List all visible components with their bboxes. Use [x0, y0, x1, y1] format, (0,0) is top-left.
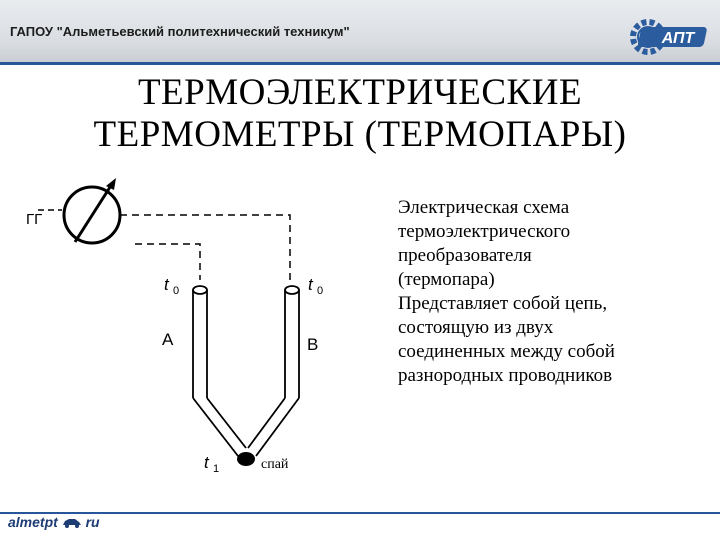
- junction-label: спай: [261, 457, 289, 472]
- t1-label: t: [204, 453, 209, 472]
- description-line: преобразователя: [398, 245, 532, 266]
- conductor-a: [193, 286, 246, 456]
- description-text: [398, 196, 716, 388]
- footer-site-link[interactable]: [8, 514, 100, 530]
- site-name: almetpt: [8, 514, 58, 530]
- t0-right-subscript: 0: [317, 285, 324, 297]
- conductor-b-label: B: [307, 335, 319, 354]
- header-divider: [0, 62, 720, 65]
- description-line: Электрическая схема: [398, 197, 570, 218]
- junction-point: [237, 452, 255, 466]
- description-line: (термопара): [398, 269, 495, 290]
- site-domain: ru: [85, 514, 100, 530]
- description-line: термоэлектрического: [398, 221, 571, 242]
- conductor-b: [248, 286, 299, 456]
- college-logo: [626, 15, 714, 59]
- footer-divider: [0, 512, 720, 514]
- t0-left-subscript: 0: [173, 285, 180, 297]
- instrument-label: ГГ: [26, 211, 43, 228]
- galvanometer-icon: [38, 178, 120, 243]
- description-line: разнородных проводников: [398, 365, 613, 386]
- t0-right-label: t: [308, 275, 313, 294]
- title-line-2: ТЕРМОМЕТРЫ (ТЕРМОПАРЫ): [93, 114, 627, 155]
- car-icon: [62, 516, 82, 528]
- connection-wires: [120, 215, 290, 280]
- description-line: состоящую из двух: [398, 317, 554, 338]
- conductor-a-label: A: [162, 330, 174, 349]
- organization-name: ГАПОУ "Альметьевский политехнический техникум": [10, 24, 350, 39]
- title-line-1: ТЕРМОЭЛЕКТРИЧЕСКИЕ: [137, 72, 583, 113]
- t0-left-label: t: [164, 275, 169, 294]
- description-line: Представляет собой цепь,: [398, 293, 608, 314]
- logo-text: АПТ: [661, 30, 695, 47]
- thermocouple-diagram: [0, 170, 390, 490]
- description-line: соединенных между собой: [398, 341, 615, 362]
- page-title: [0, 72, 720, 156]
- t1-subscript: 1: [213, 463, 220, 475]
